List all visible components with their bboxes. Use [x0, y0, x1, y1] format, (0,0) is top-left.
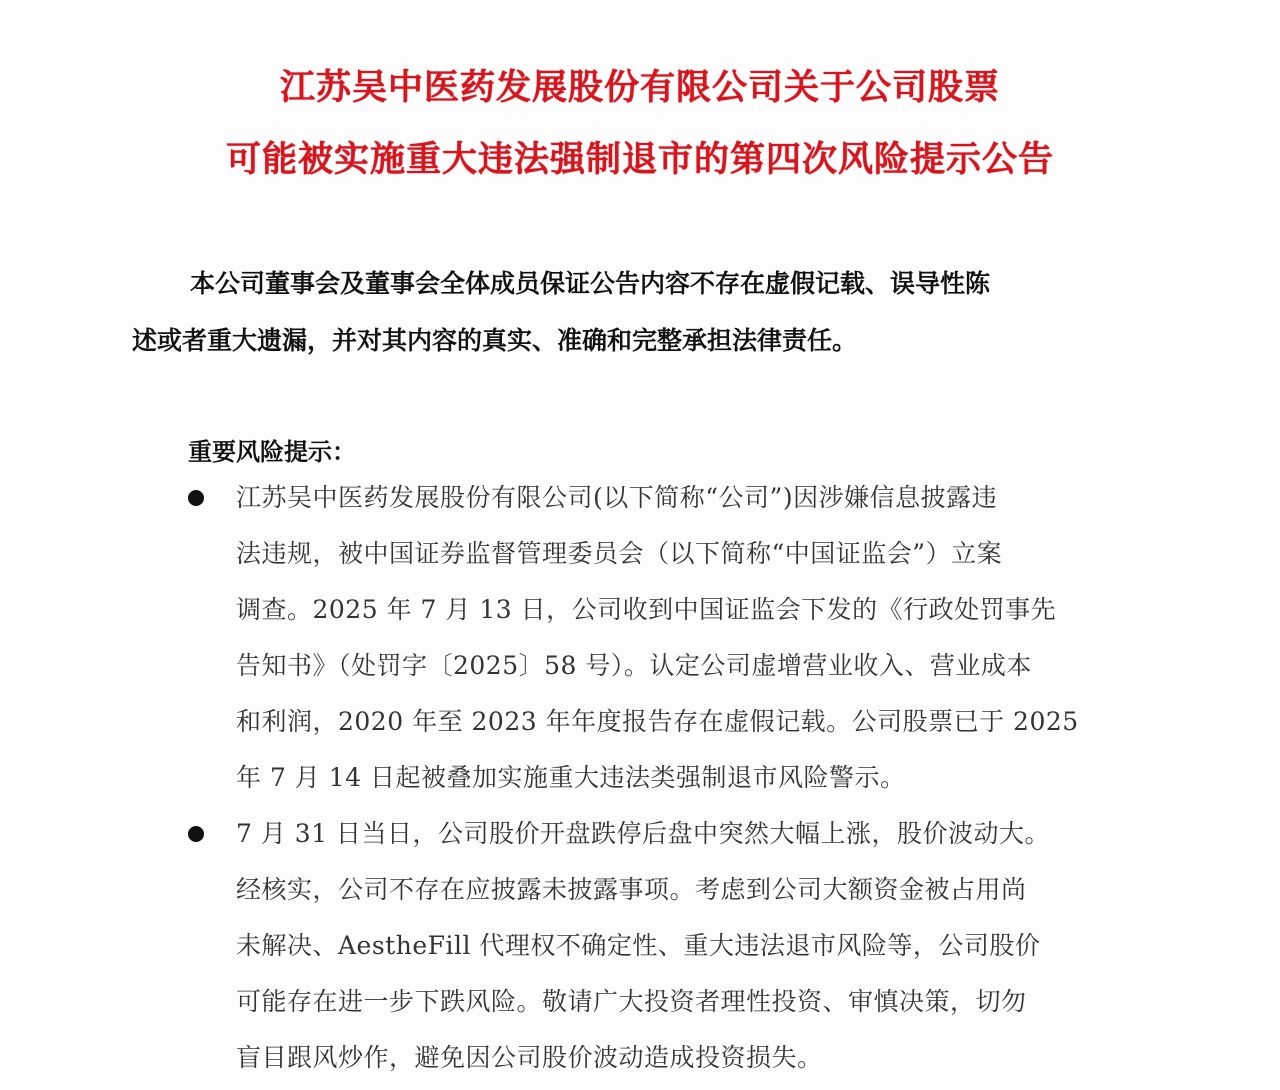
risk-heading: 重要风险提示： — [188, 438, 356, 466]
intro-line-2: 述或者重大遗漏，并对其内容的真实、准确和完整承担法律责任。 — [132, 326, 858, 355]
announcement-title-line-2: 可能被实施重大违法强制退市的第四次风险提示公告 — [225, 140, 1054, 180]
bullet-1-line: 年 7 月 14 日起被叠加实施重大违法类强制退市风险警示。 — [236, 763, 906, 792]
bullet-dot-icon — [188, 826, 204, 842]
bullet-2-line: 未解决、AestheFill 代理权不确定性、重大违法退市风险等，公司股价 — [236, 931, 1041, 960]
announcement-title-line-1: 江苏吴中医药发展股份有限公司关于公司股票 — [279, 68, 1000, 108]
intro-line-1: 本公司董事会及董事会全体成员保证公告内容不存在虚假记载、误导性陈 — [190, 269, 991, 298]
bullet-1-line: 江苏吴中医药发展股份有限公司(以下简称“公司”)因涉嫌信息披露违 — [236, 483, 998, 512]
bullet-2-line: 7 月 31 日当日，公司股价开盘跌停后盘中突然大幅上涨，股价波动大。 — [236, 819, 1051, 848]
bullet-2-line: 经核实，公司不存在应披露未披露事项。考虑到公司大额资金被占用尚 — [236, 875, 1027, 904]
board-guarantee-statement — [132, 255, 1142, 369]
bullet-2-line: 可能存在进一步下跌风险。敬请广大投资者理性投资、审慎决策，切勿 — [236, 987, 1027, 1016]
bullet-1-line: 和利润，2020 年至 2023 年年度报告存在虚假记载。公司股票已于 2025 — [236, 707, 1079, 736]
bullet-2-line: 盲目跟风炒作，避免因公司股价波动造成投资损失。 — [236, 1043, 823, 1072]
bullet-1-line: 告知书》（处罚字〔2025〕58 号）。认定公司虚增营业收入、营业成本 — [236, 651, 1032, 680]
bullet-dot-icon — [188, 490, 204, 506]
bullet-1-line: 调查。2025 年 7 月 13 日，公司收到中国证监会下发的《行政处罚事先 — [236, 595, 1057, 624]
bullet-1-line: 法违规，被中国证券监督管理委员会（以下简称“中国证监会”）立案 — [236, 539, 1003, 568]
